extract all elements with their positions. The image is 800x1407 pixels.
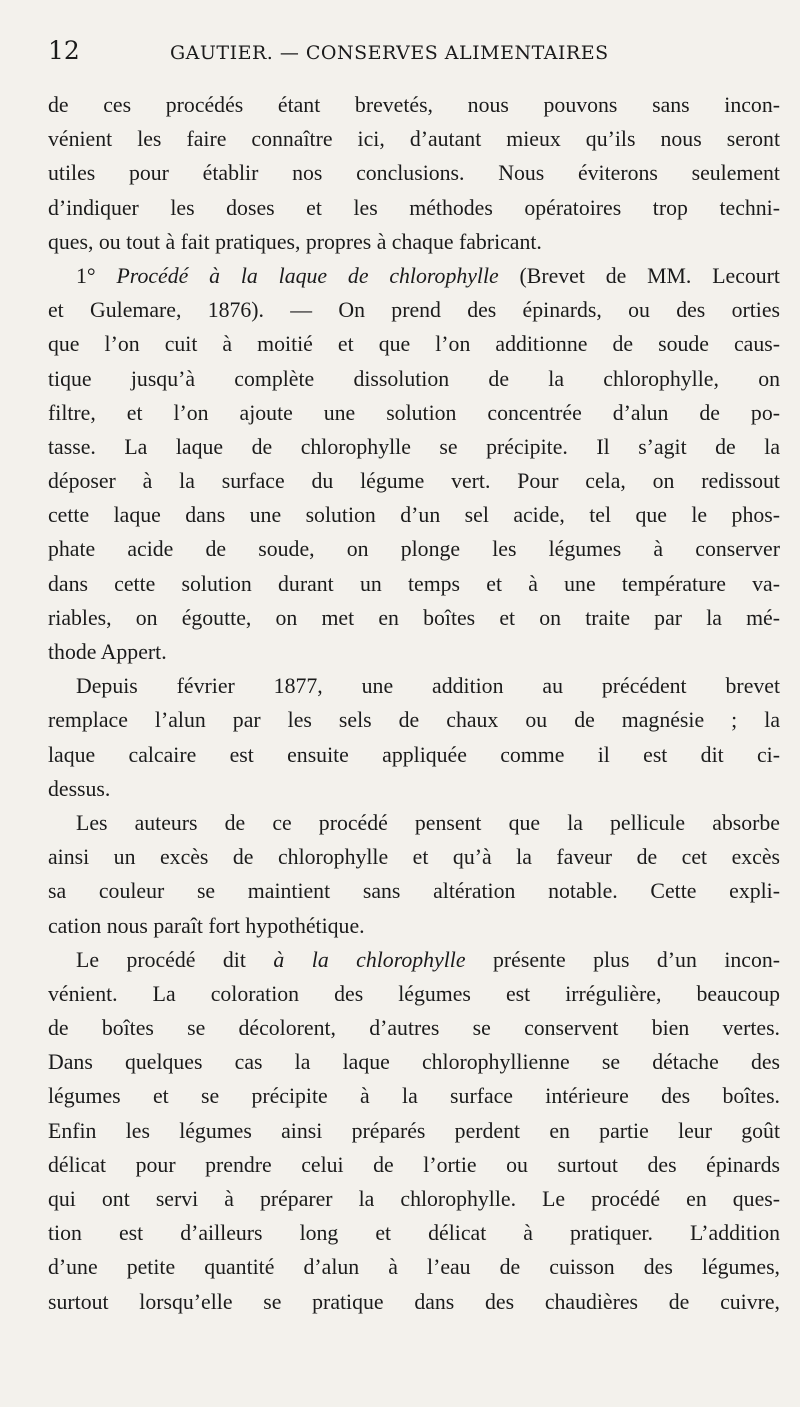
text-fragment: présente plus d’un incon- <box>465 947 781 972</box>
italic-term: à la chlorophylle <box>273 947 466 972</box>
text-line: légumes et se précipite à la surface intérieure des boîtes. <box>48 1084 780 1109</box>
paragraph <box>48 806 780 943</box>
text-line <box>48 259 780 293</box>
text-line: phate acide de soude, on plonge les légumes à conserver <box>48 537 780 562</box>
body-text <box>48 88 780 1319</box>
text-line: Enfin les légumes ainsi préparés perdent en partie leur goût <box>48 1118 780 1143</box>
text-line: utiles pour établir nos conclusions. Nous éviterons seulement <box>48 161 780 186</box>
text-line: d’indiquer les doses et les méthodes opératoires trop techni- <box>48 195 780 220</box>
paragraph <box>48 88 780 259</box>
paragraph <box>48 669 780 806</box>
text-line: cation nous paraît fort hypothétique. <box>48 913 365 938</box>
text-line: Depuis février 1877, une addition au précédent brevet <box>76 674 780 699</box>
text-line: de ces procédés étant brevetés, nous pouvons sans incon- <box>48 93 780 117</box>
text-line: de boîtes se décolorent, d’autres se conservent bien vertes. <box>48 1016 780 1041</box>
text-line: laque calcaire est ensuite appliquée comme il est dit ci- <box>48 742 780 767</box>
text-line: dessus. <box>48 776 111 801</box>
paragraph <box>48 259 780 669</box>
section-title: Procédé à la laque de chlorophylle <box>116 263 499 288</box>
text-line: vénient les faire connaître ici, d’autant mieux qu’ils nous seront <box>48 127 780 152</box>
text-line: ques, ou tout à fait pratiques, propres à chaque fabricant. <box>48 229 542 254</box>
text-line: qui ont servi à préparer la chlorophylle. Le procédé en ques- <box>48 1187 780 1211</box>
text-line: tion est d’ailleurs long et délicat à pratiquer. L’addition <box>48 1221 780 1246</box>
running-head: GAUTIER. — CONSERVES ALIMENTAIRES <box>170 42 609 64</box>
text-line: tasse. La laque de chlorophylle se précipite. Il s’agit de la <box>48 434 780 459</box>
text-line: délicat pour prendre celui de l’ortie ou surtout des épinards <box>48 1152 780 1177</box>
text-line: Les auteurs de ce procédé pensent que la pellicule absorbe <box>76 810 780 835</box>
text-line: riables, on égoutte, on met en boîtes et on traite par la mé- <box>48 605 780 630</box>
text-line: ainsi un excès de chlorophylle et qu’à la faveur de cet excès <box>48 845 780 870</box>
text-line: que l’on cuit à moitié et que l’on additionne de soude caus- <box>48 332 780 357</box>
text-line <box>48 943 780 977</box>
page-header <box>48 36 778 72</box>
text-line: tique jusqu’à complète dissolution de la chlorophylle, on <box>48 366 780 391</box>
paragraph <box>48 943 780 1319</box>
text-fragment: (Brevet de MM. Lecourt <box>498 263 780 288</box>
text-line: vénient. La coloration des légumes est irrégulière, beaucoup <box>48 981 780 1006</box>
text-line: Dans quelques cas la laque chlorophyllienne se détache des <box>48 1050 780 1075</box>
text-line: déposer à la surface du légume vert. Pour cela, on redissout <box>48 469 780 494</box>
text-line: sa couleur se maintient sans altération notable. Cette expli- <box>48 879 780 904</box>
section-number: 1° <box>76 263 117 288</box>
text-line: et Gulemare, 1876). — On prend des épinards, ou des orties <box>48 298 780 323</box>
page-number: 12 <box>48 36 80 65</box>
text-line: filtre, et l’on ajoute une solution concentrée d’alun de po- <box>48 400 780 425</box>
text-line: cette laque dans une solution d’un sel acide, tel que le phos- <box>48 503 780 528</box>
text-line: remplace l’alun par les sels de chaux ou de magnésie ; la <box>48 708 780 733</box>
text-fragment: Le procédé dit <box>76 947 274 972</box>
text-line: d’une petite quantité d’alun à l’eau de cuisson des légumes, <box>48 1255 780 1280</box>
text-line: thode Appert. <box>48 640 167 664</box>
text-line: surtout lorsqu’elle se pratique dans des chaudières de cuivre, <box>48 1289 780 1314</box>
text-line: dans cette solution durant un temps et à une température va- <box>48 571 780 596</box>
